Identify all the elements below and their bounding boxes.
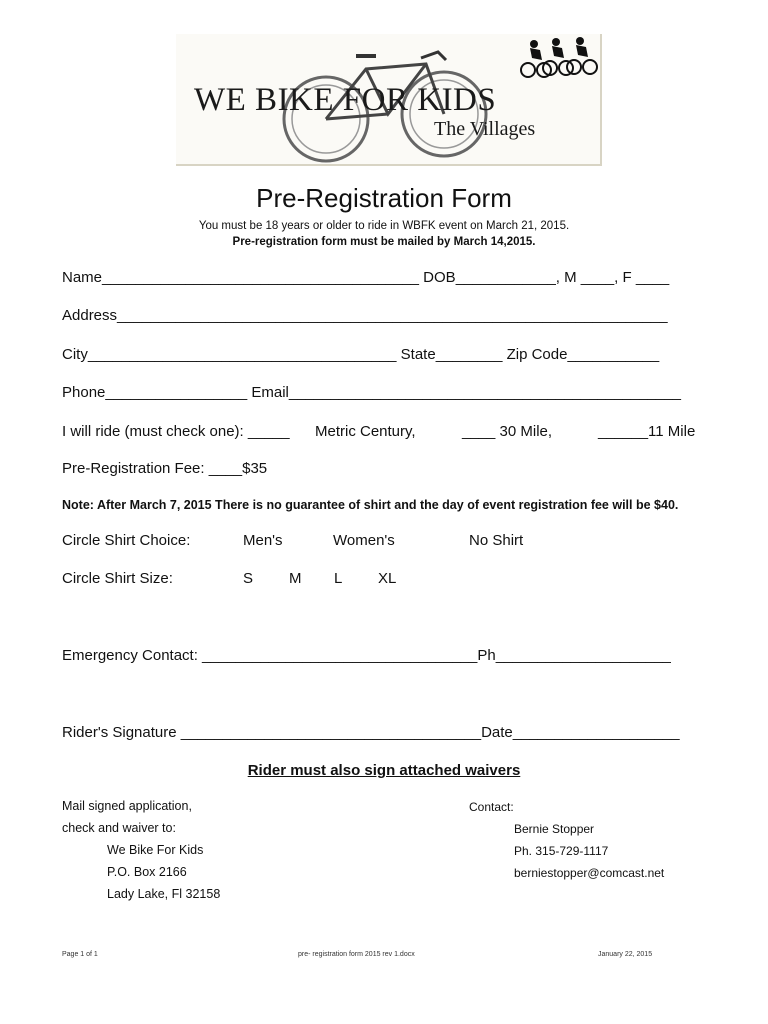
address-line[interactable]: Address__________________________________________________________________ bbox=[62, 307, 668, 324]
shirt-choice-mens[interactable]: Men's bbox=[243, 532, 283, 549]
cyclists-icon bbox=[520, 36, 600, 80]
late-registration-note: Note: After March 7, 2015 There is no guarantee of shirt and the day of event registration fee will be $40. bbox=[62, 498, 679, 512]
logo bbox=[176, 34, 602, 166]
emergency-contact-line[interactable]: Emergency Contact: _________________________________Ph_____________________ bbox=[62, 647, 671, 664]
mail-city: Lady Lake, Fl 32158 bbox=[107, 887, 221, 901]
registration-fee-line[interactable]: Pre-Registration Fee: ____$35 bbox=[62, 460, 268, 477]
page-title: Pre-Registration Form bbox=[256, 183, 512, 213]
ride-option-11-mile[interactable]: ______11 Mile bbox=[598, 423, 696, 440]
shirt-choice-no-shirt[interactable]: No Shirt bbox=[469, 532, 524, 549]
shirt-size-xl[interactable]: XL bbox=[378, 570, 397, 587]
signature-date-line[interactable]: Rider's Signature ____________________________________Date____________________ bbox=[62, 724, 680, 741]
shirt-size-s[interactable]: S bbox=[243, 570, 254, 587]
footer-filename: pre- registration form 2015 rev 1.docx bbox=[298, 951, 415, 958]
logo-title: WE BIKE FOR KIDS bbox=[194, 82, 497, 118]
ride-choice-label[interactable]: I will ride (must check one): _____ bbox=[62, 423, 290, 440]
footer-date: January 22, 2015 bbox=[598, 951, 653, 958]
phone-email-line[interactable]: Phone_________________ Email_______________________________________________ bbox=[62, 384, 681, 401]
mail-instruction-line1: Mail signed application, bbox=[62, 799, 192, 813]
shirt-size-l[interactable]: L bbox=[334, 570, 343, 587]
contact-name: Bernie Stopper bbox=[514, 822, 595, 836]
footer-page-number: Page 1 of 1 bbox=[62, 951, 98, 958]
waiver-notice: Rider must also sign attached waivers bbox=[247, 762, 521, 779]
shirt-size-m[interactable]: M bbox=[289, 570, 302, 587]
shirt-choice-label: Circle Shirt Choice: bbox=[62, 532, 191, 549]
mail-org: We Bike For Kids bbox=[107, 843, 204, 857]
ride-option-metric: Metric Century, bbox=[315, 423, 416, 440]
shirt-size-label: Circle Shirt Size: bbox=[62, 570, 173, 587]
contact-phone: Ph. 315-729-1117 bbox=[514, 844, 609, 858]
name-dob-gender-line[interactable]: Name______________________________________ DOB____________, M ____, F ____ bbox=[62, 269, 670, 286]
city-state-zip-line[interactable]: City_____________________________________ State________ Zip Code___________ bbox=[62, 346, 660, 363]
logo-subtitle: The Villages bbox=[434, 118, 536, 140]
mail-deadline-notice: Pre-registration form must be mailed by March 14,2015. bbox=[232, 236, 536, 248]
contact-email[interactable]: berniestopper@comcast.net bbox=[514, 866, 665, 880]
mail-instruction-line2: check and waiver to: bbox=[62, 821, 176, 835]
shirt-choice-womens[interactable]: Women's bbox=[333, 532, 395, 549]
ride-option-30-mile[interactable]: ____ 30 Mile, bbox=[462, 423, 553, 440]
mail-po-box: P.O. Box 2166 bbox=[107, 865, 187, 879]
age-notice: You must be 18 years or older to ride in WBFK event on March 21, 2015. bbox=[198, 220, 570, 232]
contact-label: Contact: bbox=[469, 800, 514, 814]
